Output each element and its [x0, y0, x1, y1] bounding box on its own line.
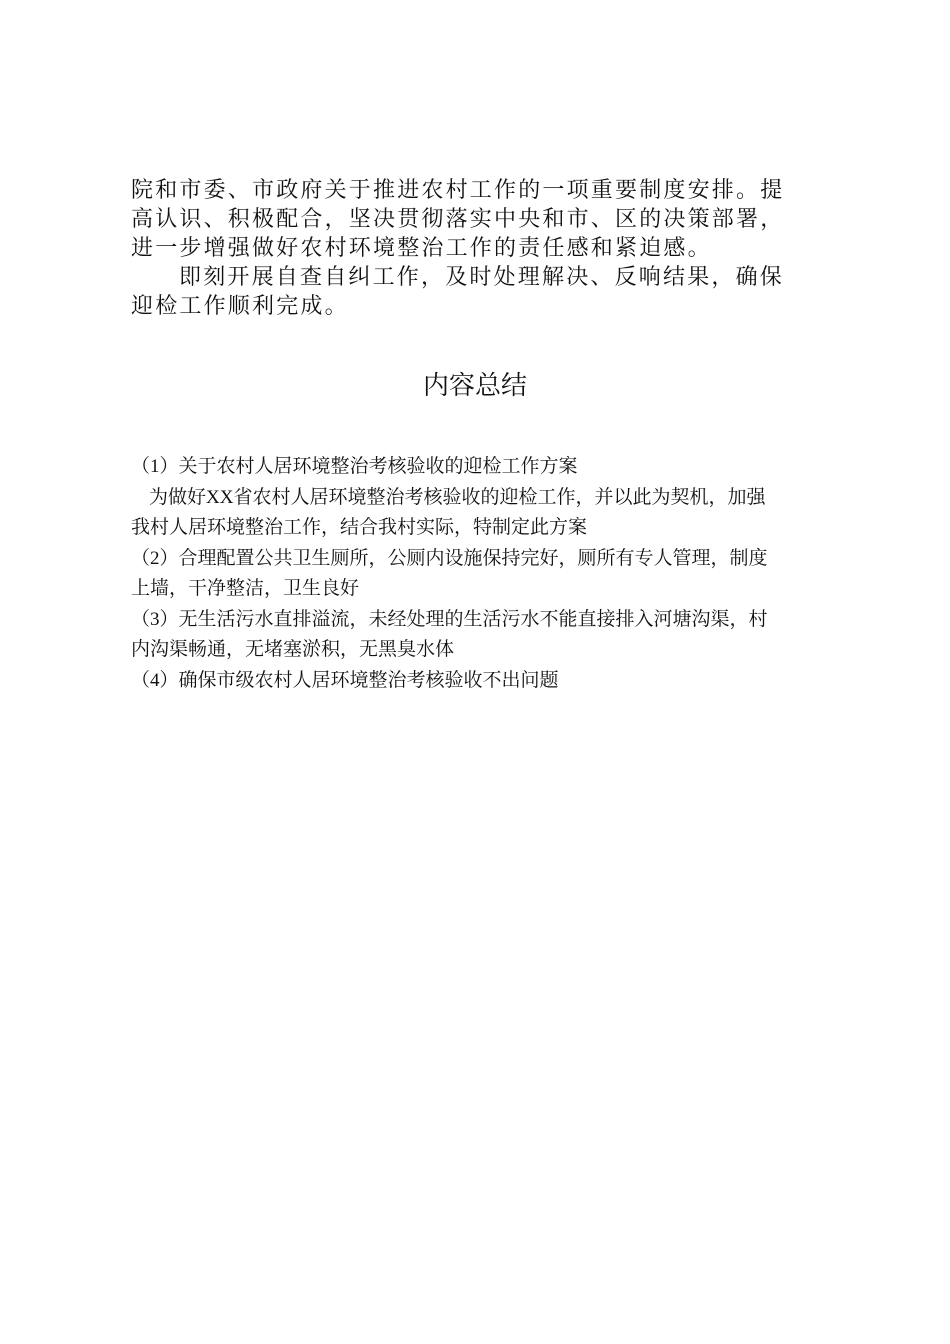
summary-line: 我村人居环境整治工作，结合我村实际，特制定此方案 [131, 517, 588, 538]
summary-line: （2）合理配置公共卫生厕所，公厕内设施保持完好，厕所有专人管理，制度 [131, 547, 768, 569]
summary-line: （1）关于农村人居环境整治考核验收的迎检工作方案 [131, 456, 578, 477]
body-line: 进一步增强做好农村环境整治工作的责任感和紧迫感。 [131, 236, 712, 261]
summary-section [131, 452, 841, 696]
body-line: 院和市委、市政府关于推进农村工作的一项重要制度安排。提 [131, 178, 785, 203]
summary-title: 内容总结 [422, 371, 527, 401]
body-line: 高认识、积极配合，坚决贯彻落实中央和市、区的决策部署， [131, 207, 785, 232]
summary-line: 内沟渠畅通，无堵塞淤积，无黑臭水体 [131, 639, 455, 660]
summary-line: 上墙，干净整洁，卫生良好 [131, 578, 360, 599]
summary-line: （3）无生活污水直排溢流，未经处理的生活污水不能直接排入河塘沟渠，村 [131, 608, 768, 630]
body-line: 即刻开展自查自纠工作，及时处理解决、反响结果，确保 [179, 265, 785, 290]
body-text [131, 176, 831, 321]
summary-line: （4）确保市级农村人居环境整治考核验收不出问题 [131, 669, 559, 691]
summary-line: 为做好XX省农村人居环境整治考核验收的迎检工作，并以此为契机，加强 [149, 486, 766, 508]
body-line: 迎检工作顺利完成。 [131, 294, 349, 319]
